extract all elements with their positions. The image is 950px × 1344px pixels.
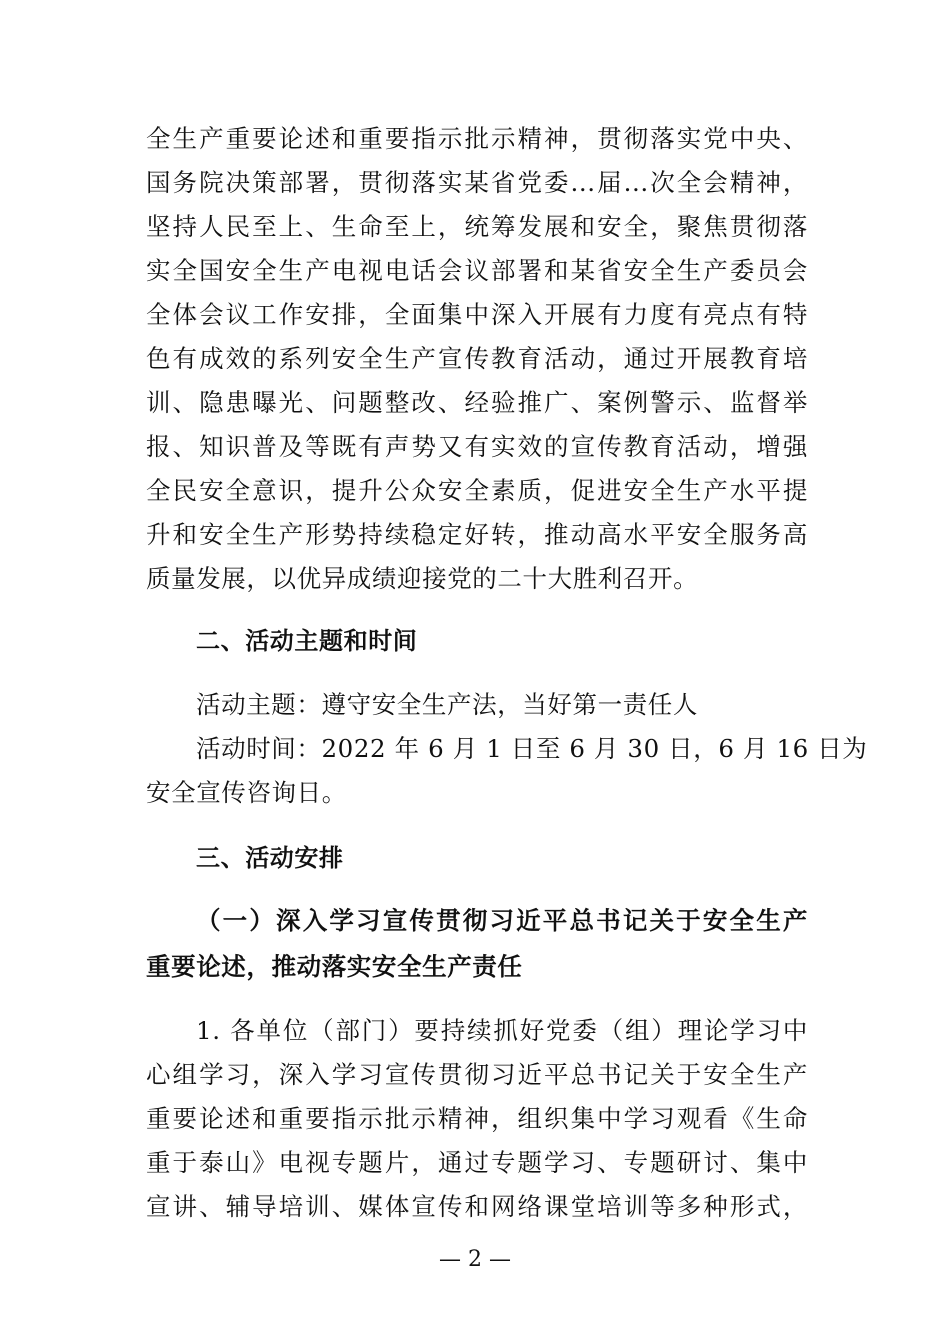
- paragraph-1-line-8: 报、知识普及等既有声势又有实效的宣传教育活动，增强: [146, 432, 808, 461]
- paragraph-1-line-3: 坚持人民至上、生命至上，统筹发展和安全，聚焦贯彻落: [146, 212, 808, 241]
- subsection-1-heading-line-2: 重要论述，推动落实安全生产责任: [146, 952, 523, 981]
- paragraph-1-line-7: 训、隐患曝光、问题整改、经验推广、案例警示、监督举: [146, 388, 808, 417]
- paragraph-1-line-10: 升和安全生产形势持续稳定好转，推动高水平安全服务高: [146, 520, 808, 549]
- item-1-line-5: 宣讲、辅导培训、媒体宣传和网络课堂培训等多种形式，: [146, 1192, 808, 1221]
- paragraph-1-line-2: 国务院决策部署，贯彻落实某省党委...届...次全会精神，: [146, 168, 808, 197]
- activity-time-line-2: 安全宣传咨询日。: [146, 778, 347, 807]
- paragraph-1-line-11: 质量发展，以优异成绩迎接党的二十大胜利召开。: [146, 564, 699, 593]
- section-3-heading: 三、活动安排: [196, 844, 344, 872]
- item-1-line-4: 重于泰山》电视专题片，通过专题学习、专题研讨、集中: [146, 1148, 808, 1177]
- paragraph-1-line-6: 色有成效的系列安全生产宣传教育活动，通过开展教育培: [146, 344, 808, 373]
- subsection-1-heading-line-1: （一）深入学习宣传贯彻习近平总书记关于安全生产: [196, 906, 808, 935]
- paragraph-1-line-1: 全生产重要论述和重要指示批示精神，贯彻落实党中央、: [146, 124, 808, 153]
- item-1-line-1: 1. 各单位（部门）要持续抓好党委（组）理论学习中: [196, 1016, 808, 1045]
- section-2-heading: 二、活动主题和时间: [196, 627, 418, 655]
- activity-theme: 活动主题：遵守安全生产法，当好第一责任人: [196, 690, 698, 719]
- item-1-line-3: 重要论述和重要指示批示精神，组织集中学习观看《生命: [146, 1104, 808, 1133]
- paragraph-1-line-5: 全体会议工作安排，全面集中深入开展有力度有亮点有特: [146, 300, 808, 329]
- paragraph-1-line-4: 实全国安全生产电视电话会议部署和某省安全生产委员会: [146, 256, 808, 285]
- page-number: — 2 —: [439, 1247, 511, 1272]
- item-1-line-2: 心组学习，深入学习宣传贯彻习近平总书记关于安全生产: [146, 1060, 808, 1089]
- activity-time-line-1: 活动时间：2022 年 6 月 1 日至 6 月 30 日，6 月 16 日为: [196, 734, 868, 763]
- paragraph-1-line-9: 全民安全意识，提升公众安全素质，促进安全生产水平提: [146, 476, 808, 505]
